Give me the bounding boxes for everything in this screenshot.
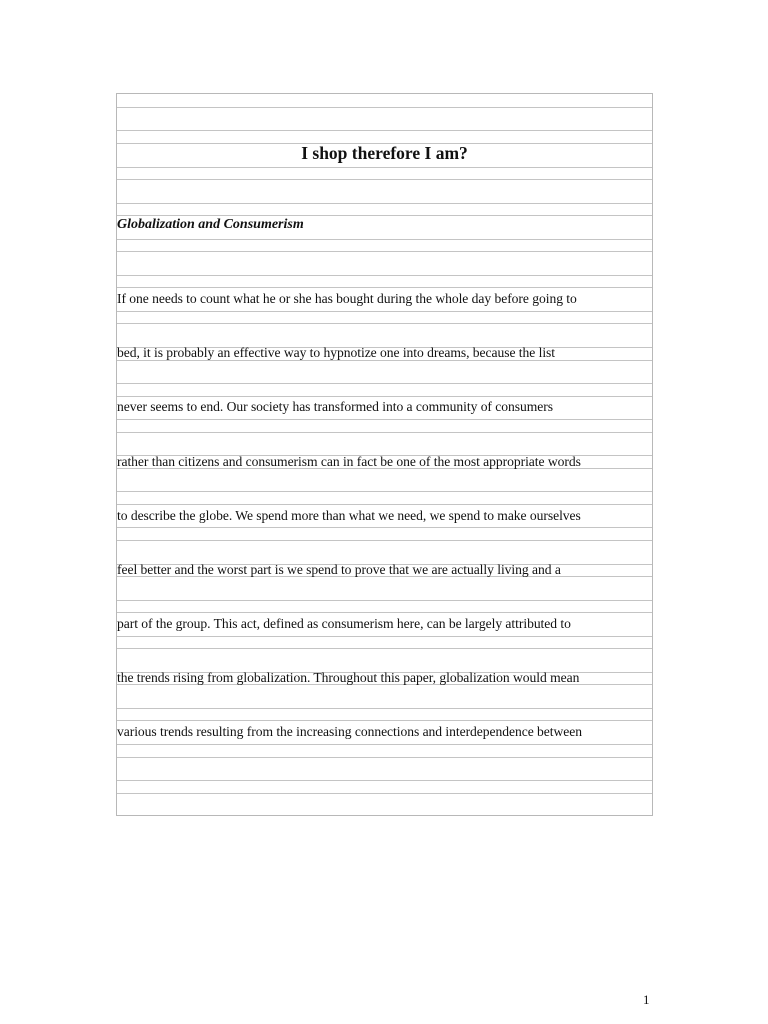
ruled-line [117, 491, 652, 492]
ruled-line [117, 780, 652, 781]
section-heading: Globalization and Consumerism [117, 217, 304, 232]
body-text-line: If one needs to count what he or she has bought during the whole day before going to [117, 291, 577, 306]
body-text-line: feel better and the worst part is we spend to prove that we are actually living and a [117, 562, 561, 577]
ruled-line [117, 527, 652, 528]
ruled-line [117, 251, 652, 252]
ruled-line [117, 167, 652, 168]
ruled-line [117, 275, 652, 276]
ruled-line [117, 720, 652, 721]
ruled-line [117, 504, 652, 505]
ruled-line [117, 757, 652, 758]
body-text-line: to describe the globe. We spend more than what we need, we spend to make ourselves [117, 508, 581, 523]
ruled-line [117, 203, 652, 204]
body-text-line: the trends rising from globalization. Throughout this paper, globalization would mean [117, 670, 580, 685]
ruled-line [117, 612, 652, 613]
body-text-line: never seems to end. Our society has transformed into a community of consumers [117, 399, 553, 414]
ruled-line [117, 600, 652, 601]
ruled-line [117, 396, 652, 397]
ruled-line [117, 130, 652, 131]
ruled-line [117, 744, 652, 745]
body-text-line: various trends resulting from the increasing connections and interdependence between [117, 724, 582, 739]
body-text-line: part of the group. This act, defined as consumerism here, can be largely attributed to [117, 616, 571, 631]
ruled-line [117, 287, 652, 288]
ruled-line [117, 323, 652, 324]
document-title: I shop therefore I am? [301, 143, 468, 163]
ruled-line [117, 636, 652, 637]
ruled-line [117, 540, 652, 541]
ruled-line [117, 708, 652, 709]
ruled-line [117, 383, 652, 384]
ruled-line [117, 432, 652, 433]
ruled-line [117, 311, 652, 312]
ruled-line [117, 179, 652, 180]
document-page-frame [116, 93, 653, 816]
ruled-line [117, 239, 652, 240]
ruled-line [117, 793, 652, 794]
body-text-line: rather than citizens and consumerism can in fact be one of the most appropriate words [117, 454, 581, 469]
body-text-line: bed, it is probably an effective way to hypnotize one into dreams, because the list [117, 345, 556, 360]
page-number: 1 [643, 992, 650, 1007]
ruled-line [117, 107, 652, 108]
ruled-line [117, 419, 652, 420]
ruled-line [117, 648, 652, 649]
